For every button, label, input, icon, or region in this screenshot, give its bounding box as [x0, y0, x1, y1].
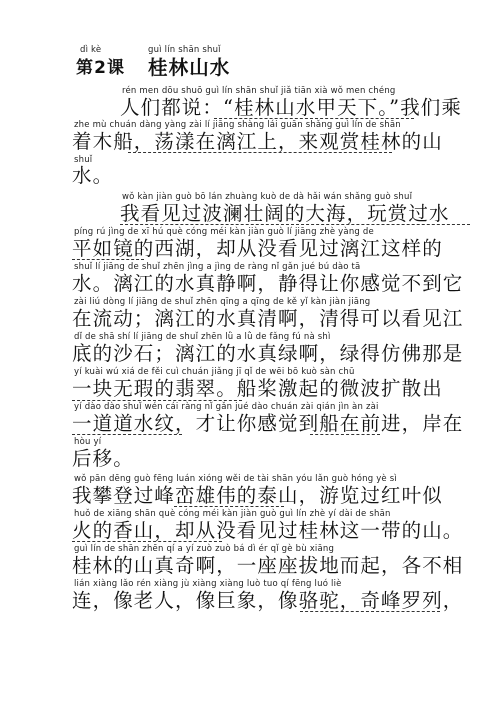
text-line: 水。	[72, 164, 114, 187]
pinyin-line: guì lín de shān zhēn qí a yí zuò zuò bá dì ér qǐ gè bù xiāng	[74, 544, 335, 554]
text-line: 后移。	[72, 447, 134, 470]
pinyin-line: shuǐ	[74, 155, 93, 165]
pinyin-line: huǒ de xiāng shān què cóng méi kàn jiàn guò guì lín zhè yí dài de shān	[74, 509, 391, 519]
emphasis-underline	[72, 541, 222, 542]
pinyin-line: lián xiàng lǎo rén xiàng jù xiàng xiàng luò tuo qí fēng luó liè	[74, 579, 342, 589]
text-line: 我攀登过峰峦雄伟的泰山，游览过红叶似	[72, 484, 443, 507]
text-line: 火的香山，却从没看见过桂林这一带的山。	[72, 519, 464, 542]
text-line: 桂林的山真奇啊，一座座拔地而起，各不相	[72, 554, 464, 577]
lesson-number-pinyin: dì kè	[80, 45, 102, 55]
emphasis-underline	[214, 118, 414, 119]
text-line: 我看见过波澜壮阔的大海，玩赏过水	[120, 202, 450, 225]
text-line: 一块无瑕的翡翠。船桨激起的微波扩散出	[72, 377, 443, 400]
emphasis-underline	[72, 434, 182, 435]
text-line: 平如镜的西湖，却从没看见过漓江这样的	[72, 237, 443, 260]
pinyin-line: dǐ de shā shí lí jiāng de shuǐ zhēn lǜ a lǜ de fǎng fú nà shì	[74, 332, 331, 342]
text-line: 在流动；漓江的水真清啊，清得可以看见江	[72, 307, 464, 330]
text-line: 底的沙石；漓江的水真绿啊，绿得仿佛那是	[72, 342, 464, 365]
emphasis-underline	[72, 400, 242, 401]
lesson-title-pinyin: guì lín shān shuǐ	[148, 45, 221, 55]
lesson-number: 第2课	[76, 58, 126, 78]
emphasis-underline	[120, 224, 470, 225]
text-line: 人们都说：“桂林山水甲天下。”我们乘	[120, 96, 462, 119]
pinyin-line: yí kuài wú xiá de fěi cuì chuán jiǎng jī qǐ de wēi bō kuò sàn chū	[74, 367, 355, 377]
pinyin-line: shuǐ lí jiāng de shuǐ zhēn jìng a jìng de ràng nǐ gǎn jué bú dào tā	[74, 262, 361, 272]
pinyin-line: hòu yí	[74, 437, 102, 447]
text-line: 一道道水纹，才让你感觉到船在前进，岸在	[72, 412, 464, 435]
text-line: 连，像老人，像巨象，像骆驼，奇峰罗列，	[72, 589, 464, 612]
emphasis-underline	[174, 506, 284, 507]
pinyin-line: wǒ kàn jiàn guò bō lán zhuàng kuò de dà hǎi wán shǎng guò shuǐ	[122, 192, 413, 202]
text-line: 水。漓江的水真静啊，静得让你感觉不到它	[72, 272, 464, 295]
pinyin-line: zhe mù chuán dàng yàng zài lí jiāng shàng lái guān shǎng guì lín de shān	[74, 120, 401, 130]
lesson-title: 桂林山水	[148, 56, 231, 79]
pinyin-line: yí dào dào shuǐ wén cái ràng nǐ gǎn jué dào chuán zài qián jìn àn zài	[74, 402, 379, 412]
pinyin-line: wǒ pān dēng guò fēng luán xióng wěi de tài shān yóu lǎn guò hóng yè sì	[74, 474, 397, 484]
text-line: 着木船，荡漾在漓江上，来观赏桂林的山	[72, 130, 443, 153]
pinyin-line: píng rú jìng de xī hú què cóng méi kàn jiàn guò lí jiāng zhè yàng de	[74, 227, 374, 237]
emphasis-underline	[72, 259, 144, 260]
emphasis-underline	[310, 434, 380, 435]
emphasis-underline	[300, 611, 440, 612]
pinyin-line: zài liú dòng lí jiāng de shuǐ zhēn qīng a qīng de kě yǐ kàn jiàn jiāng	[74, 297, 371, 307]
emphasis-underline	[128, 152, 392, 153]
pinyin-line: rén men dōu shuō guì lín shān shuǐ jiǎ tiān xià wǒ men chéng	[122, 86, 396, 96]
